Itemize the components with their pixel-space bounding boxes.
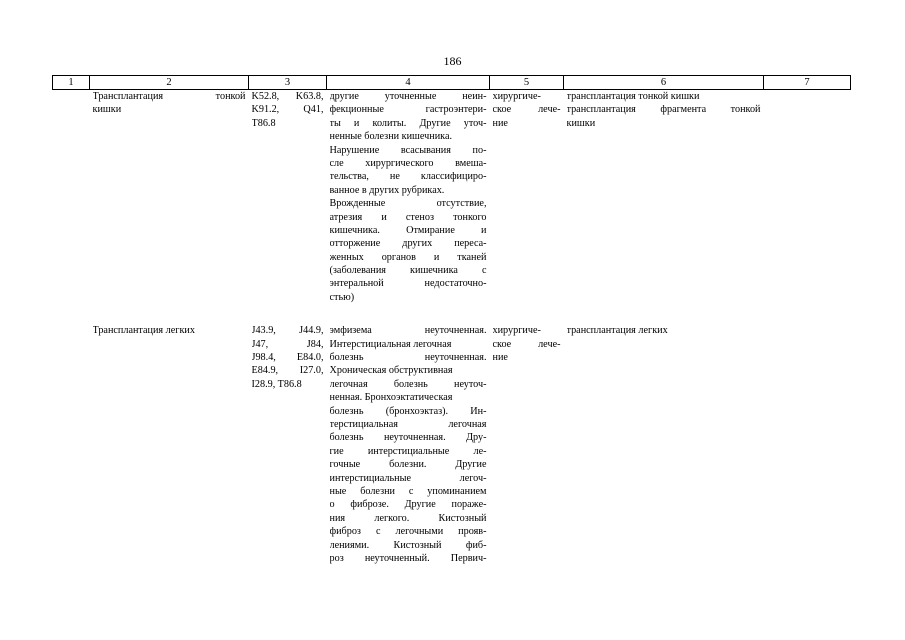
page-number: 186 [443, 54, 462, 68]
row1-diagnosis-line: атрезия и стеноз тонкого [329, 211, 487, 223]
row1-diagnosis-line: (заболевания кишечника с [329, 265, 487, 277]
row2-diagnosis-line: легочная болезнь неуточ- [329, 378, 487, 390]
row2-codes-line: E84.9, I27.0, [251, 365, 324, 377]
row2-diagnosis-line: роз неуточненный. Первич- [329, 552, 487, 564]
row1-diagnosis-line: другие уточненные неин- [329, 91, 487, 102]
row1-diagnosis-line: фекционные гастроэнтери- [329, 104, 487, 116]
row2-treatment-line: ние [492, 352, 508, 364]
row2-treatment-line: хирургиче- [492, 325, 541, 337]
row1-diagnosis-line: Врожденные отсутствие, [329, 198, 487, 210]
row2-diagnosis-line: интерстициальные легоч- [329, 472, 487, 484]
row2-procedure-line: Трансплантация легких [92, 325, 195, 337]
row2-diagnosis-line: болезнь неуточненная. [329, 352, 487, 364]
row1-diagnosis-line: энтеральной недостаточно- [329, 278, 487, 290]
row1-col1 [53, 90, 90, 325]
row2-codes-line: J98.4, E84.0, [251, 352, 324, 364]
row1-col7 [764, 90, 851, 325]
column-header-3: 3 [249, 76, 327, 90]
column-header-4: 4 [327, 76, 490, 90]
row1-codes-line: T86.8 [251, 117, 276, 129]
row2-diagnosis-line: болезнь неуточненная. Дру- [329, 432, 487, 444]
row1-diagnosis-line: сле хирургического вмеша- [329, 157, 487, 169]
row2-diagnosis-line: Интерстициальная легочная [329, 338, 452, 350]
row1-diagnosis-line: ты и колиты. Другие уточ- [329, 117, 487, 129]
row2-treatment-line: ское лече- [492, 338, 561, 350]
row2-diagnosis-line: гие интерстициальные ле- [329, 445, 487, 457]
row1-treatment-line: ние [492, 117, 508, 129]
row1-codes-cell [249, 90, 327, 325]
row1-treatment-line: ское лече- [492, 104, 561, 116]
row1-diagnosis-line: женных органов и тканей [329, 251, 487, 263]
table-row [53, 90, 851, 325]
column-header-7: 7 [764, 76, 851, 90]
row1-procedure-cell [90, 90, 249, 325]
row1-diagnosis-line: ненные болезни кишечника. [329, 131, 453, 143]
table-row [53, 324, 851, 565]
row1-method-cell [564, 90, 764, 325]
row2-diagnosis-line: фиброз с легочными прояв- [329, 526, 487, 538]
row2-diagnosis-line: ненная. Бронхоэктатическая [329, 392, 453, 404]
row1-procedure-line: кишки [92, 104, 122, 116]
row1-treatment-line: хирургиче- [492, 91, 541, 102]
row2-diagnosis-line: Хроническая обструктивная [329, 365, 453, 377]
row2-diagnosis-line: лениями. Кистозный фиб- [329, 539, 487, 551]
row1-diagnosis-line: ванное в других рубриках. [329, 184, 445, 196]
row2-diagnosis-line: терстициальная легочная [329, 418, 487, 430]
row2-col1 [53, 324, 90, 565]
row2-diagnosis-line: гочные болезни. Другие [329, 459, 487, 471]
row2-codes-line: J47, J84, [251, 338, 324, 350]
procedures-table [52, 75, 851, 565]
row1-diagnosis-cell [327, 90, 490, 325]
row1-method-line: кишки [566, 117, 596, 129]
row1-diagnosis-line: кишечника. Отмирание и [329, 224, 487, 236]
row1-treatment-cell [490, 90, 564, 325]
row2-diagnosis-line: о фиброзе. Другие пораже- [329, 499, 487, 511]
row1-method-line: трансплантация фрагмента тонкой [566, 104, 761, 116]
row1-codes-line: K52.8, K63.8, [251, 91, 324, 102]
column-header-1: 1 [53, 76, 90, 90]
row2-diagnosis-line: эмфизема неуточненная. [329, 325, 487, 337]
row2-procedure-cell [90, 324, 249, 565]
row2-diagnosis-line: ные болезни с упоминанием [329, 485, 487, 497]
column-header-2: 2 [90, 76, 249, 90]
column-header-6: 6 [564, 76, 764, 90]
row1-codes-line: K91.2, Q41, [251, 104, 324, 116]
row2-method-cell [564, 324, 764, 565]
row2-codes-cell [249, 324, 327, 565]
row2-codes-line: J43.9, J44.9, [251, 325, 324, 337]
row2-treatment-cell [490, 324, 564, 565]
header-row [53, 76, 851, 90]
column-header-5: 5 [490, 76, 564, 90]
row2-diagnosis-line: ния легкого. Кистозный [329, 512, 487, 524]
row1-procedure-line: Трансплантация тонкой [92, 91, 246, 102]
row2-diagnosis-line: болезнь (бронхоэктаз). Ин- [329, 405, 487, 417]
row2-method-line: трансплантация легких [566, 325, 668, 337]
row1-diagnosis-line: тельства, не классифициро- [329, 171, 487, 183]
row2-diagnosis-cell [327, 324, 490, 565]
row2-codes-line: I28.9, T86.8 [251, 378, 302, 390]
row1-diagnosis-line: отторжение других пересa- [329, 238, 487, 250]
row2-col7 [764, 324, 851, 565]
row1-diagnosis-line: Нарушение всасывания по- [329, 144, 487, 156]
row1-diagnosis-line: стью) [329, 291, 355, 303]
row1-method-line: трансплантация тонкой кишки [566, 91, 700, 102]
